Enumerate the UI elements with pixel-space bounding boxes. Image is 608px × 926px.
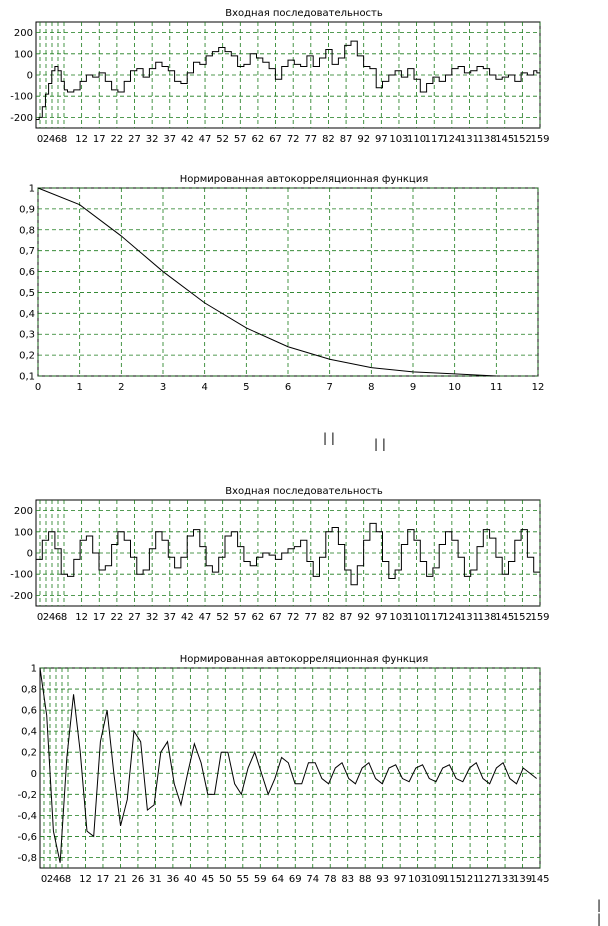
x-tick-label: 11 (489, 382, 503, 393)
x-tick-label: 12 (75, 612, 88, 623)
x-tick-label: 6 (54, 612, 62, 623)
x-tick-label: 127 (478, 874, 498, 885)
x-tick-label: 4 (52, 874, 60, 885)
x-tick-label: 8 (60, 612, 68, 623)
x-tick-label: 67 (269, 612, 282, 623)
x-tick-label: 4 (201, 382, 208, 393)
x-tick-label: 97 (393, 874, 407, 885)
x-tick-label: 27 (128, 612, 141, 623)
x-tick-label: 124 (442, 612, 462, 623)
x-tick-label: 12 (79, 874, 92, 885)
x-tick-label: 159 (530, 612, 550, 623)
x-tick-label: 62 (251, 612, 265, 623)
x-tick-label: 78 (323, 874, 337, 885)
y-tick-label: 1 (30, 663, 37, 675)
x-tick-label: 97 (374, 134, 388, 145)
y-tick-label: 0,3 (19, 329, 35, 341)
x-tick-label: 145 (530, 874, 550, 885)
x-tick-label: 52 (216, 612, 230, 623)
x-tick-label: 93 (376, 874, 390, 885)
x-tick-label: 159 (530, 134, 550, 145)
x-tick-label: 110 (407, 134, 427, 145)
y-tick-label: -0,6 (17, 831, 37, 843)
x-tick-label: 17 (96, 874, 110, 885)
x-tick-label: 124 (442, 134, 462, 145)
x-tick-label: 87 (339, 134, 353, 145)
x-tick-label: 92 (357, 134, 371, 145)
x-tick-label: 103 (408, 874, 428, 885)
x-tick-label: 1 (76, 382, 83, 393)
x-tick-label: 74 (306, 874, 320, 885)
stray-mark: | | (597, 898, 602, 926)
y-tick-label: 100 (13, 527, 33, 539)
x-tick-label: 62 (251, 134, 265, 145)
y-tick-label: -0,4 (17, 810, 37, 822)
x-tick-label: 0 (34, 382, 42, 393)
x-tick-label: 17 (92, 612, 106, 623)
x-tick-label: 57 (233, 612, 247, 623)
x-tick-label: 115 (443, 874, 463, 885)
x-tick-label: 92 (357, 612, 371, 623)
y-tick-label: 0,4 (21, 726, 37, 738)
chart-1-title: Входная последовательность (225, 8, 383, 19)
x-tick-label: 72 (286, 612, 300, 623)
y-tick-label: 0,7 (19, 246, 35, 258)
x-tick-label: 139 (512, 874, 533, 885)
x-tick-label: 2 (42, 134, 50, 145)
y-tick-label: 0,6 (19, 267, 35, 279)
y-tick-label: 0 (26, 70, 33, 82)
x-tick-label: 9 (409, 382, 417, 393)
x-tick-label: 47 (198, 134, 212, 145)
x-tick-label: 4 (48, 134, 56, 145)
x-tick-label: 103 (389, 612, 409, 623)
x-tick-label: 82 (322, 134, 335, 145)
chart-2-title: Нормированная автокорреляционная функция (179, 174, 429, 185)
x-tick-label: 145 (495, 612, 515, 623)
x-tick-label: 4 (48, 612, 56, 623)
x-tick-label: 0 (36, 612, 44, 623)
x-tick-label: 57 (233, 134, 247, 145)
y-tick-label: 0,1 (19, 371, 35, 383)
x-tick-label: 5 (243, 382, 250, 393)
stray-mark: | | (374, 437, 386, 451)
y-tick-label: 0,2 (19, 350, 35, 362)
x-tick-label: 117 (424, 612, 444, 623)
y-tick-label: 0,5 (19, 287, 35, 299)
x-tick-label: 3 (159, 382, 167, 393)
y-tick-label: 200 (13, 506, 33, 518)
x-tick-label: 22 (110, 612, 124, 623)
x-tick-label: 152 (512, 612, 532, 623)
x-tick-label: 2 (46, 874, 54, 885)
x-tick-label: 26 (131, 874, 145, 885)
y-tick-label: 0,4 (19, 308, 35, 320)
y-tick-label: 0,8 (19, 225, 35, 237)
stray-mark: | | (323, 431, 335, 445)
x-tick-label: 133 (495, 874, 515, 885)
y-tick-label: 0 (26, 548, 33, 560)
x-tick-label: 145 (495, 134, 515, 145)
x-tick-label: 67 (269, 134, 282, 145)
x-tick-label: 131 (459, 612, 480, 623)
y-tick-label: 1 (28, 183, 35, 195)
x-tick-label: 152 (512, 134, 532, 145)
x-tick-label: 2 (118, 382, 125, 393)
x-tick-label: 121 (460, 874, 480, 885)
x-tick-label: 87 (339, 612, 353, 623)
x-tick-label: 55 (236, 874, 250, 885)
y-tick-label: -200 (10, 590, 33, 602)
x-tick-label: 36 (166, 874, 180, 885)
y-tick-label: 0,6 (21, 705, 37, 717)
x-tick-label: 88 (358, 874, 372, 885)
x-tick-label: 8 (64, 874, 72, 885)
x-tick-label: 37 (163, 134, 177, 145)
x-tick-label: 77 (304, 134, 318, 145)
x-tick-label: 31 (149, 874, 162, 885)
x-tick-label: 6 (58, 874, 66, 885)
y-tick-label: 0,2 (21, 747, 37, 759)
x-tick-label: 103 (389, 134, 409, 145)
x-tick-label: 110 (407, 612, 427, 623)
x-tick-label: 45 (201, 874, 215, 885)
x-tick-label: 12 (75, 134, 88, 145)
y-tick-label: -200 (10, 112, 33, 124)
x-tick-label: 27 (128, 134, 141, 145)
x-tick-label: 131 (459, 134, 480, 145)
x-tick-label: 6 (54, 134, 62, 145)
x-tick-label: 82 (322, 612, 335, 623)
y-tick-label: -100 (10, 569, 33, 581)
x-tick-label: 37 (163, 612, 177, 623)
x-tick-label: 40 (184, 874, 197, 885)
x-tick-label: 7 (326, 382, 333, 393)
x-tick-label: 64 (271, 874, 285, 885)
y-tick-label: 100 (13, 49, 33, 61)
x-tick-label: 83 (341, 874, 355, 885)
y-tick-label: 0,8 (21, 684, 37, 696)
y-tick-label: 0,9 (19, 204, 35, 216)
x-tick-label: 117 (424, 134, 444, 145)
x-tick-label: 17 (92, 134, 106, 145)
x-tick-label: 32 (145, 612, 159, 623)
y-tick-label: 0 (30, 768, 37, 780)
x-tick-label: 0 (40, 874, 48, 885)
x-tick-label: 47 (198, 612, 212, 623)
x-tick-label: 138 (477, 134, 497, 145)
y-tick-label: 200 (13, 28, 33, 40)
x-tick-label: 10 (448, 382, 462, 393)
x-tick-label: 97 (374, 612, 388, 623)
x-tick-label: 0 (36, 134, 44, 145)
x-tick-label: 77 (304, 612, 318, 623)
x-tick-label: 8 (368, 382, 375, 393)
x-tick-label: 59 (253, 874, 267, 885)
chart-3-title: Входная последовательность (225, 486, 383, 497)
x-tick-label: 109 (425, 874, 445, 885)
x-tick-label: 21 (114, 874, 127, 885)
x-tick-label: 72 (286, 134, 300, 145)
x-tick-label: 69 (288, 874, 302, 885)
x-tick-label: 138 (477, 612, 497, 623)
x-tick-label: 32 (145, 134, 159, 145)
x-tick-label: 42 (181, 134, 194, 145)
x-tick-label: 8 (60, 134, 68, 145)
y-tick-label: -0,8 (17, 852, 37, 864)
x-tick-label: 50 (218, 874, 232, 885)
y-tick-label: -100 (10, 91, 33, 103)
x-tick-label: 42 (181, 612, 194, 623)
chart-4-title: Нормированная автокорреляционная функция (179, 654, 429, 665)
x-tick-label: 12 (531, 382, 545, 393)
y-tick-label: -0,2 (17, 789, 37, 801)
x-tick-label: 52 (216, 134, 230, 145)
x-tick-label: 22 (110, 134, 124, 145)
x-tick-label: 2 (42, 612, 50, 623)
x-tick-label: 6 (284, 382, 292, 393)
